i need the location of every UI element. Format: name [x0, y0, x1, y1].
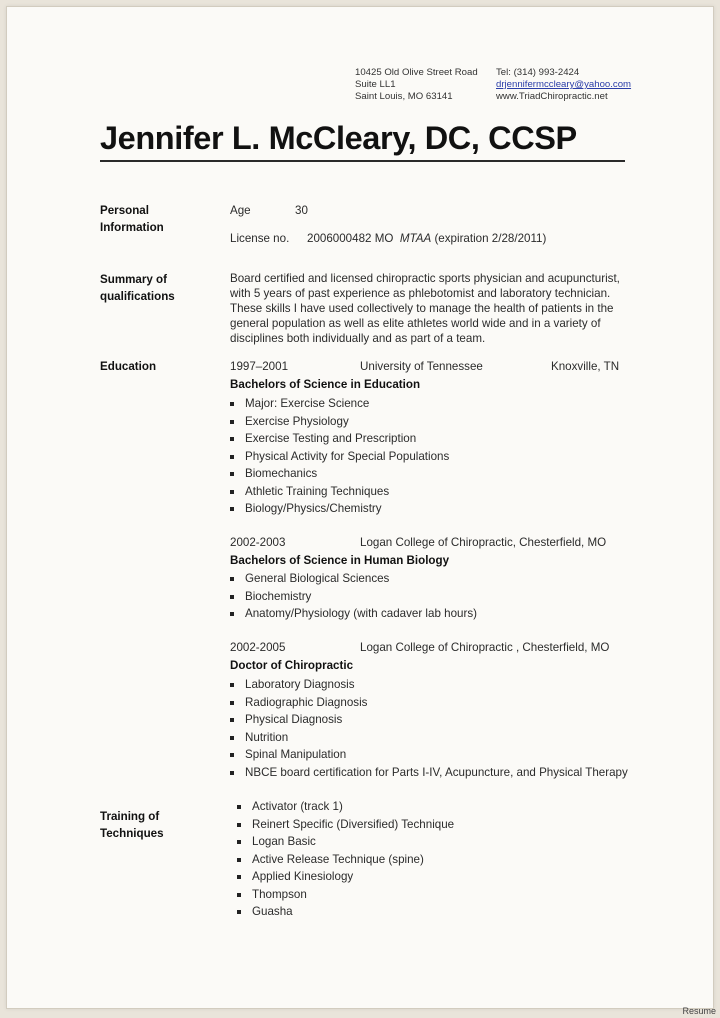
- list-item: [245, 448, 449, 466]
- personal-section-label: [100, 202, 210, 236]
- edu-course-list: [245, 676, 628, 781]
- bullet-icon: [237, 858, 241, 862]
- bullet-icon: [237, 893, 241, 897]
- list-item-text: Thompson: [252, 887, 307, 901]
- list-item-text: Biochemistry: [245, 589, 312, 603]
- address: [355, 67, 478, 103]
- bullet-icon: [230, 577, 234, 581]
- address-line: Saint Louis, MO 63141: [355, 91, 453, 102]
- edu-degree: Doctor of Chiropractic: [230, 659, 354, 672]
- list-item: [245, 746, 628, 764]
- training-list: [252, 798, 454, 921]
- list-item-text: Exercise Testing and Prescription: [245, 432, 417, 445]
- age-label: Age: [230, 204, 251, 217]
- list-item-text: Nutrition: [245, 730, 289, 744]
- email-link[interactable]: drjennifermccleary@yahoo.com: [496, 79, 632, 90]
- list-item: [245, 483, 449, 501]
- bullet-icon: [237, 875, 241, 879]
- list-item-text: Logan Basic: [252, 835, 316, 848]
- resume-page: [6, 6, 714, 1009]
- bullet-icon: [230, 736, 234, 740]
- list-item: [245, 764, 628, 782]
- list-item-text: Guasha: [252, 905, 293, 918]
- license-line: [307, 231, 546, 246]
- list-item: [245, 729, 628, 747]
- list-item-text: Anatomy/Physiology (with cadaver lab hours): [245, 607, 477, 620]
- bullet-icon: [230, 402, 234, 406]
- list-item: [245, 395, 449, 413]
- edu-course-list: [245, 395, 449, 518]
- label-line: Information: [100, 221, 164, 234]
- list-item: [245, 676, 628, 694]
- bullet-icon: [230, 612, 234, 616]
- bullet-icon: [230, 771, 234, 775]
- list-item-text: Active Release Technique (spine): [252, 852, 424, 866]
- resume-name-heading: Jennifer L. McCleary, DC, CCSP: [100, 120, 577, 156]
- edu-degree: Bachelors of Science in Education: [230, 378, 421, 391]
- list-item: [252, 868, 454, 886]
- bullet-icon: [230, 701, 234, 705]
- list-item-text: Biomechanics: [245, 467, 318, 480]
- bullet-icon: [230, 718, 234, 722]
- education-section-label: Education: [100, 360, 157, 373]
- edu-school-location: Logan College of Chiropractic , Chesterfield, MO: [360, 641, 610, 654]
- training-section-label: [100, 808, 210, 842]
- list-item-text: Reinert Specific (Diversified) Technique: [252, 817, 455, 831]
- list-item-text: Laboratory Diagnosis: [245, 678, 355, 691]
- bullet-icon: [230, 472, 234, 476]
- edu-years: 2002-2005: [230, 641, 286, 654]
- website: www.TriadChiropractic.net: [496, 91, 608, 102]
- list-item: [252, 816, 454, 834]
- list-item: [245, 588, 477, 606]
- label-line: Personal: [100, 204, 149, 217]
- list-item-text: General Biological Sciences: [245, 572, 390, 585]
- bullet-icon: [230, 507, 234, 511]
- bullet-icon: [237, 840, 241, 844]
- list-item: [245, 605, 477, 623]
- list-item: [252, 851, 454, 869]
- list-item: [245, 570, 477, 588]
- bullet-icon: [230, 683, 234, 687]
- license-org: MTAA: [399, 232, 432, 245]
- bullet-icon: [230, 420, 234, 424]
- address-line: 10425 Old Olive Street Road: [355, 67, 478, 78]
- list-item-text: Athletic Training Techniques: [245, 484, 390, 498]
- summary-section-label: [100, 271, 210, 305]
- list-item: [252, 903, 454, 921]
- list-item-text: Applied Kinesiology: [252, 870, 354, 883]
- list-item-text: Spinal Manipulation: [245, 748, 347, 761]
- edu-course-list: [245, 570, 477, 623]
- edu-location: Knoxville, TN: [551, 360, 620, 373]
- bullet-icon: [237, 910, 241, 914]
- label-line: Summary of: [100, 273, 168, 286]
- bullet-icon: [230, 437, 234, 441]
- bullet-icon: [237, 823, 241, 827]
- contact-details: [496, 67, 631, 103]
- list-item-text: Physical Activity for Special Populations: [245, 449, 450, 463]
- list-item: [245, 500, 449, 518]
- footer-label: Resume: [682, 1006, 716, 1016]
- edu-school: University of Tennessee: [360, 360, 483, 373]
- license-expiration: (expiration 2/28/2011): [434, 232, 547, 245]
- summary-text: Board certified and licensed chiropractic sports physician and acupuncturist, with 5 years of past experience as phlebotomist and laboratory technician. These skills I have used collectively to manage the health of patients in the general population as well as elite athletes world wide and in a variety of disciplines both individually and as part of a team.: [230, 272, 620, 345]
- list-item-text: Biology/Physics/Chemistry: [245, 502, 382, 515]
- age-value: 30: [295, 204, 308, 217]
- list-item-text: Physical Diagnosis: [245, 713, 343, 726]
- list-item-text: NBCE board certification for Parts I-IV, Acupuncture, and Physical Therapy: [245, 765, 628, 779]
- list-item-text: Major: Exercise Science: [245, 397, 370, 410]
- bullet-icon: [230, 595, 234, 599]
- phone: Tel: (314) 993-2424: [496, 67, 580, 78]
- license-label: License no.: [230, 232, 290, 245]
- list-item: [252, 833, 454, 851]
- list-item: [252, 886, 454, 904]
- edu-degree: Bachelors of Science in Human Biology: [230, 554, 450, 567]
- bullet-icon: [230, 455, 234, 459]
- list-item-text: Activator (track 1): [252, 800, 343, 813]
- list-item: [245, 430, 449, 448]
- label-line: Techniques: [100, 827, 164, 840]
- bullet-icon: [230, 753, 234, 757]
- bullet-icon: [230, 490, 234, 494]
- heading-rule: [100, 160, 625, 162]
- edu-years: 2002-2003: [230, 536, 286, 549]
- edu-years: 1997–2001: [230, 360, 289, 373]
- bullet-icon: [237, 805, 241, 809]
- license-value: 2006000482 MO: [307, 232, 394, 245]
- list-item-text: Radiographic Diagnosis: [245, 695, 368, 709]
- label-line: qualifications: [100, 290, 175, 303]
- list-item: [245, 711, 628, 729]
- list-item: [252, 798, 454, 816]
- address-line: Suite LL1: [355, 79, 396, 90]
- label-line: Training of: [100, 810, 160, 823]
- list-item: [245, 694, 628, 712]
- edu-school-location: Logan College of Chiropractic, Chesterfield, MO: [360, 536, 607, 549]
- list-item: [245, 465, 449, 483]
- list-item: [245, 413, 449, 431]
- list-item-text: Exercise Physiology: [245, 414, 349, 428]
